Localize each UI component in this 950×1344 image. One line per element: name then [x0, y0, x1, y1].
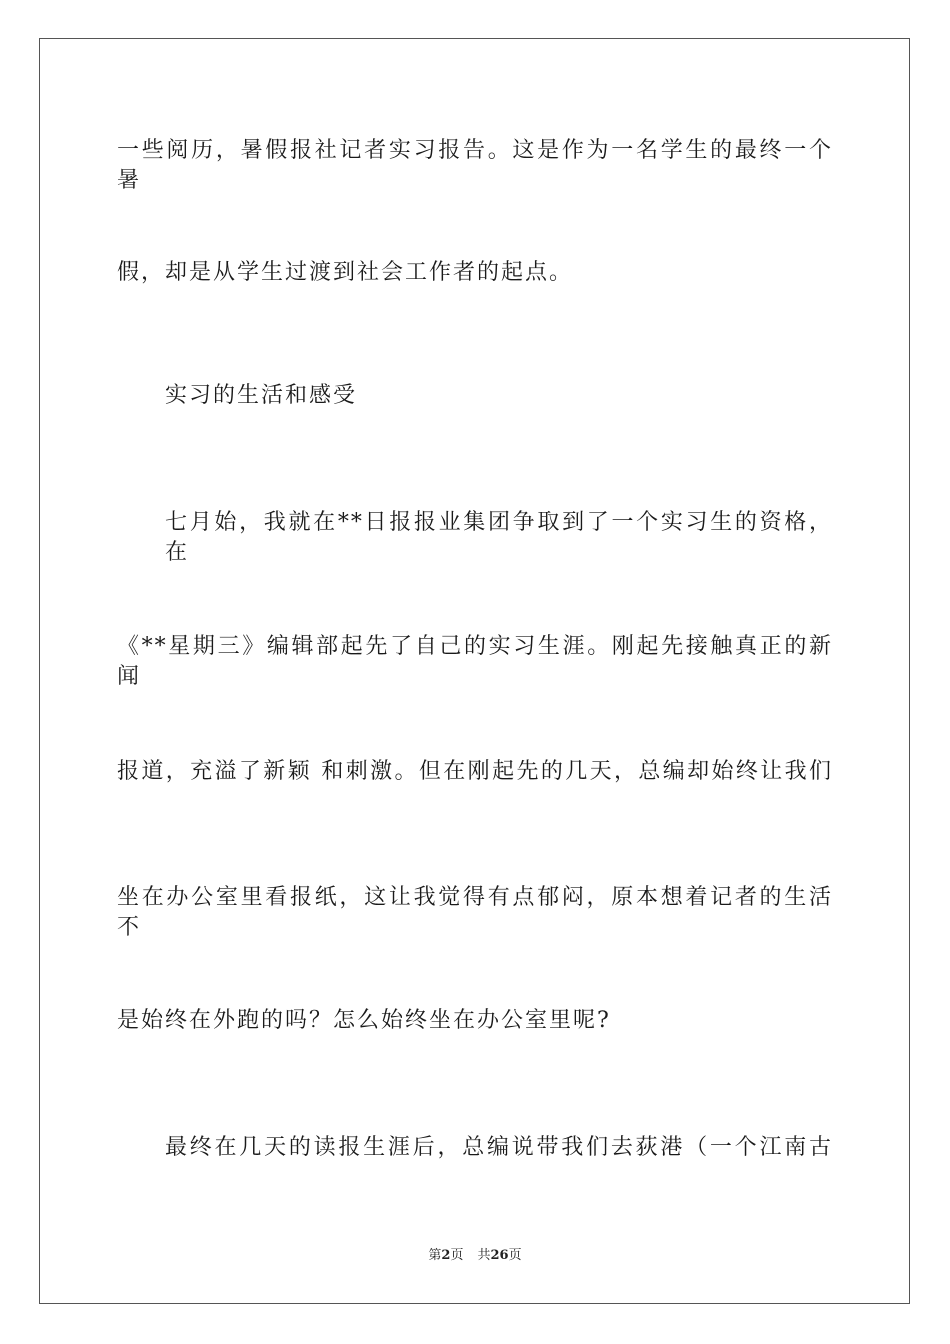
paragraph-line: 一些阅历，暑假报社记者实习报告。这是作为一名学生的最终一个暑 — [117, 138, 833, 193]
current-page-number: 2 — [441, 1248, 451, 1263]
paragraph-line: 是始终在外跑的吗？怎么始终坐在办公室里呢? — [117, 1008, 611, 1033]
paragraph-line: 报道，充溢了新颖 和刺激。但在刚起先的几天，总编却始终让我们 — [117, 759, 833, 784]
page-label-prefix: 第 — [428, 1248, 442, 1263]
page-footer — [0, 1247, 950, 1265]
paragraph-line: 《**星期三》编辑部起先了自己的实习生涯。刚起先接触真正的新闻 — [117, 634, 833, 689]
paragraph-line: 最终在几天的读报生涯后，总编说带我们去荻港（一个江南古 — [165, 1135, 833, 1160]
total-label-suffix: 页 — [508, 1248, 522, 1263]
paragraph-line: 坐在办公室里看报纸，这让我觉得有点郁闷，原本想着记者的生活不 — [117, 885, 833, 940]
page-label-suffix: 页 — [450, 1248, 464, 1263]
section-heading: 实习的生活和感受 — [165, 383, 358, 408]
total-page-number: 26 — [490, 1248, 509, 1263]
total-label-prefix: 共 — [477, 1248, 491, 1263]
paragraph-line: 七月始，我就在**日报报业集团争取到了一个实习生的资格，在 — [165, 510, 833, 565]
paragraph-line: 假，却是从学生过渡到社会工作者的起点。 — [117, 260, 574, 285]
